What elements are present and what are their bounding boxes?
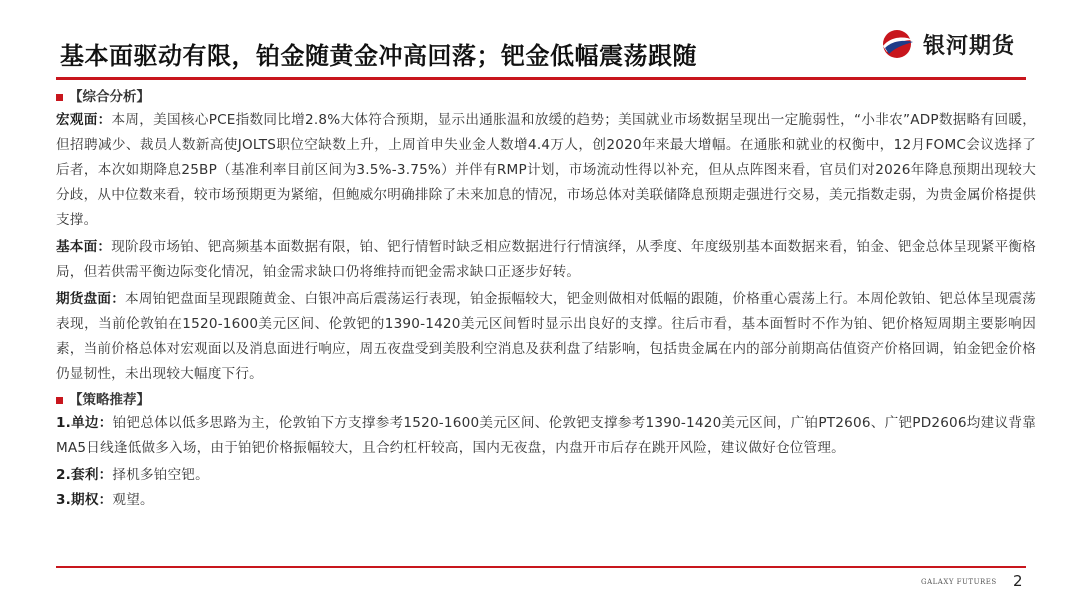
title-divider — [56, 77, 1026, 80]
brand-name: 银河期货 — [923, 33, 1016, 59]
option-lead: 3.期权： — [56, 492, 113, 508]
fundamental-text: 现阶段市场铂、钯高频基本面数据有限，铂、钯行情暂时缺乏相应数据进行行情演绎，从季度、年度级别基本面数据来看，铂金、钯金总体呈现紧平衡格局，但若供需平衡边际变化情况，铂金需求缺口仍将维持而钯金需求缺口正逐步好转。 — [56, 239, 1036, 280]
strategy-heading-text: 【策略推荐】 — [69, 392, 150, 408]
square-bullet-icon — [56, 94, 63, 101]
section-heading-strategy — [56, 389, 1036, 411]
brand-logo — [877, 28, 1015, 60]
macro-text: 本周，美国核心PCE指数同比增2.8%大体符合预期，显示出通胀温和放缓的趋势；美国就业市场数据呈现出一定脆弱性，“小非农”ADP数据略有回暖，但招聘减少、裁员人数新高使JOLTS职位空缺数上升，上周首申失业金人数增4.4万人，创2020年来最大增幅。在通胀和就业的权衡中，12月FOMC会议选择了后者，本次如期降息25BP（基准利率目前区间为3.5%-3.75%）并伴有RMP计划，市场流动性得以补充，但从点阵图来看，官员们对2026年降息预期出现较大分歧，从中位数来看，较市场预期更为紧缩，但鲍威尔明确排除了未来加息的情况，市场总体对美联储降息预期走强进行交易，美元指数走弱，为贵金属价格提供支撑。 — [56, 112, 1036, 228]
content-body — [56, 86, 1036, 513]
page-title: 基本面驱动有限，铂金随黄金冲高回落；钯金低幅震荡跟随 — [60, 42, 697, 70]
futures-lead: 期货盘面： — [56, 291, 126, 307]
page-number: 2 — [1013, 572, 1023, 590]
square-bullet-icon — [56, 397, 63, 404]
fundamental-lead: 基本面： — [56, 239, 112, 255]
analysis-heading-text: 【综合分析】 — [69, 89, 150, 105]
section-heading-analysis — [56, 86, 1036, 108]
futures-text: 本周铂钯盘面呈现跟随黄金、白银冲高后震荡运行表现，铂金振幅较大，钯金则做相对低幅的跟随，价格重心震荡上行。本周伦敦铂、钯总体呈现震荡表现，当前伦敦铂在1520-1600美元区间、伦敦钯的1390-1420美元区间暂时显示出良好的支撑。往后市看，基本面暂时不作为铂、钯价格短周期主要影响因素，当前价格总体对宏观面以及消息面进行响应，周五夜盘受到美股利空消息及获利盘了结影响，包括贵金属在内的部分前期高估值资产价格回调，铂金钯金价格仍显韧性，未出现较大幅度下行。 — [56, 291, 1036, 382]
arb-text: 择机多铂空钯。 — [112, 467, 209, 483]
paragraph-fundamental — [56, 235, 1036, 285]
single-text: 铂钯总体以低多思路为主，伦敦铂下方支撑参考1520-1600美元区间、伦敦钯支撑参考1390-1420美元区间，广铂PT2606、广钯PD2606均建议背靠MA5日线逢低做多入场，由于铂钯价格振幅较大，且合约杠杆较高，国内无夜盘，内盘开市后存在跳开风险，建议做好仓位管理。 — [56, 415, 1036, 456]
footer-divider — [56, 566, 1026, 568]
single-lead: 1.单边： — [56, 415, 113, 431]
option-text: 观望。 — [112, 492, 154, 508]
strategy-option — [56, 488, 1036, 513]
arb-lead: 2.套利： — [56, 467, 113, 483]
galaxy-logo-icon — [877, 28, 917, 60]
paragraph-macro — [56, 108, 1036, 233]
strategy-single — [56, 411, 1036, 461]
footer-brand-label: GALAXY FUTURES — [921, 578, 997, 586]
paragraph-futures — [56, 287, 1036, 387]
macro-lead: 宏观面： — [56, 112, 112, 128]
strategy-arbitrage — [56, 463, 1036, 488]
